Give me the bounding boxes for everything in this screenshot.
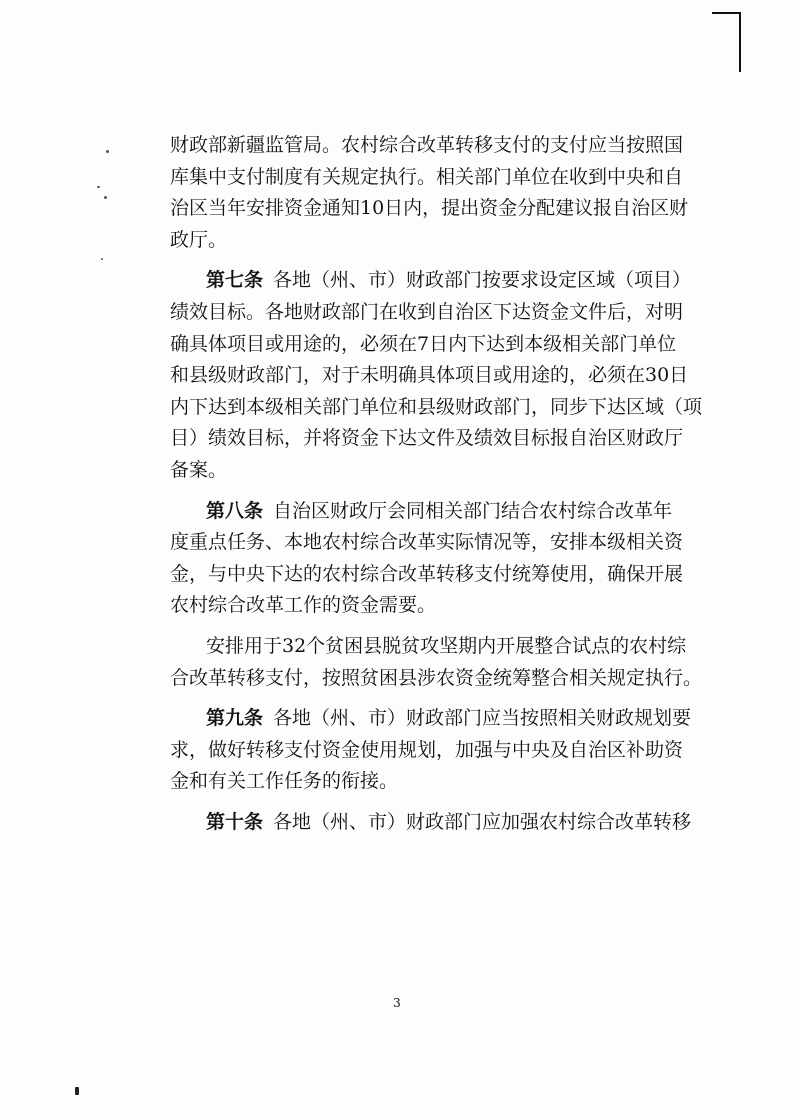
paragraph-gap bbox=[170, 622, 648, 631]
line-text: 库集中支付制度有关规定执行。相关部门单位在收到中央和自 bbox=[170, 165, 684, 188]
text-line bbox=[170, 225, 648, 257]
text-line bbox=[170, 559, 684, 591]
crop-mark bbox=[739, 12, 741, 72]
line-text: 农村综合改革工作的资金需要。 bbox=[170, 594, 437, 617]
line-text: 政厅。 bbox=[170, 228, 228, 251]
line-text: 各地（州、市）财政部门应加强农村综合改革转移 bbox=[273, 810, 692, 833]
scan-speck bbox=[101, 258, 103, 260]
line-text: 金和有关工作任务的衔接。 bbox=[170, 770, 399, 793]
scan-speck bbox=[97, 186, 100, 188]
text-line bbox=[170, 423, 684, 455]
paragraph-gap bbox=[170, 694, 648, 703]
crop-mark bbox=[712, 12, 740, 14]
paragraph-gap bbox=[170, 487, 648, 496]
text-line bbox=[170, 360, 689, 392]
line-text: 财政部新疆监管局。农村综合改革转移支付的支付应当按照国 bbox=[170, 134, 684, 156]
text-line bbox=[170, 590, 648, 622]
text-line bbox=[170, 766, 648, 798]
text-line bbox=[170, 527, 684, 559]
text-line bbox=[170, 130, 684, 162]
line-text: 安排用于32个贫困县脱贫攻坚期内开展整合试点的农村综 bbox=[206, 634, 687, 657]
line-text: 度重点任务、本地农村综合改革实际情况等，安排本级相关资 bbox=[170, 531, 684, 554]
line-text: 绩效目标。各地财政部门在收到自治区下达资金文件后，对明 bbox=[170, 300, 684, 323]
article-heading: 第七条 bbox=[206, 269, 264, 292]
paragraph-gap bbox=[170, 256, 648, 265]
text-line bbox=[170, 631, 687, 663]
text-line bbox=[170, 703, 692, 735]
text-line bbox=[170, 193, 689, 225]
scan-speck bbox=[75, 1087, 79, 1095]
line-text: 目）绩效目标，并将资金下达文件及绩效目标报自治区财政厅 bbox=[170, 427, 684, 450]
line-text: 金，与中央下达的农村综合改革转移支付统筹使用，确保开展 bbox=[170, 562, 684, 585]
line-text: 求，做好转移支付资金使用规划，加强与中央及自治区补助资 bbox=[170, 738, 684, 761]
text-line bbox=[170, 392, 703, 424]
line-text: 确具体项目或用途的，必须在7日内下达到本级相关部门单位 bbox=[170, 332, 677, 355]
text-line bbox=[170, 329, 677, 361]
line-text: 和县级财政部门，对于未明确具体项目或用途的，必须在30日 bbox=[170, 364, 689, 387]
line-text: 各地（州、市）财政部门应当按照相关财政规划要 bbox=[273, 707, 692, 730]
text-line bbox=[170, 297, 684, 329]
body-text bbox=[170, 130, 703, 838]
line-text: 合改革转移支付，按照贫困县涉农资金统筹整合相关规定执行。 bbox=[170, 666, 703, 689]
scan-speck bbox=[104, 196, 107, 199]
text-line bbox=[170, 807, 692, 839]
article-heading: 第八条 bbox=[206, 499, 264, 522]
text-line bbox=[170, 455, 648, 487]
text-line bbox=[170, 735, 684, 767]
line-text: 治区当年安排资金通知10日内，提出资金分配建议报自治区财 bbox=[170, 197, 689, 220]
article-heading: 第九条 bbox=[206, 707, 264, 730]
text-line bbox=[170, 265, 692, 297]
page-number: 3 bbox=[393, 996, 401, 1010]
line-text: 内下达到本级相关部门单位和县级财政部门，同步下达区域（项 bbox=[170, 395, 703, 418]
line-text: 自治区财政厅会同相关部门结合农村综合改革年 bbox=[273, 499, 673, 522]
text-line bbox=[170, 162, 684, 194]
line-text: 备案。 bbox=[170, 458, 228, 481]
text-line bbox=[170, 496, 673, 528]
scan-speck bbox=[106, 150, 109, 153]
text-line bbox=[170, 663, 703, 695]
line-text: 各地（州、市）财政部门按要求设定区域（项目） bbox=[273, 269, 692, 292]
paragraph-gap bbox=[170, 798, 648, 807]
article-heading: 第十条 bbox=[206, 810, 264, 833]
